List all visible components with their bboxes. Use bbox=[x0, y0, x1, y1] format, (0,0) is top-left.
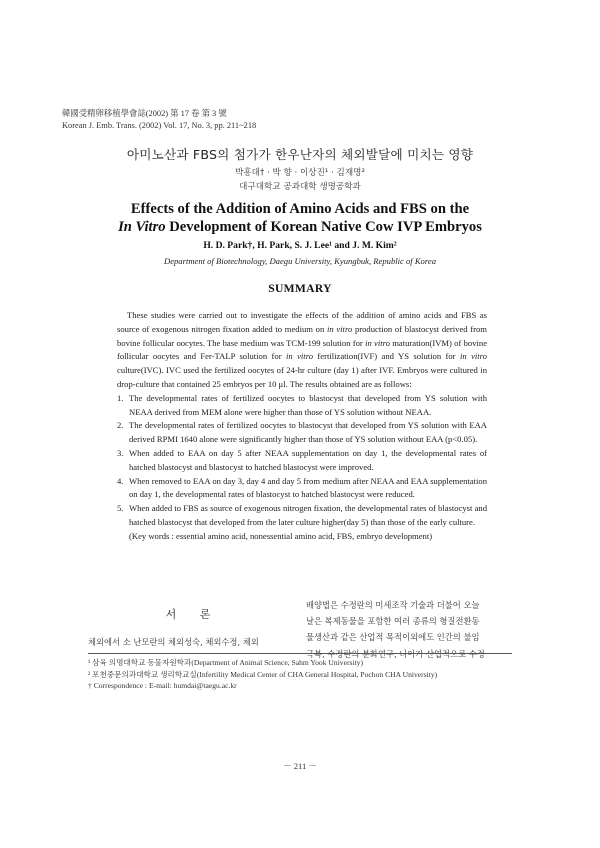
footnote-divider bbox=[88, 653, 512, 654]
summary-italic: in vitro bbox=[459, 351, 487, 362]
intro-text-line: 극복, 수정란의 분화연구, 나아가 산업적으로 수정 bbox=[306, 648, 485, 659]
korean-affiliation: 대구대학교 공과대학 생명공학과 bbox=[239, 182, 361, 192]
keywords: (Key words : essential amino acid, nonessential amino acid, FBS, embryo development) bbox=[129, 530, 433, 541]
summary-body bbox=[117, 309, 487, 544]
result-number: 4. bbox=[117, 475, 124, 486]
journal-header bbox=[62, 108, 256, 131]
result-number: 1. bbox=[117, 392, 124, 403]
journal-line-korean: 韓國受精卵移植學會誌(2002) 第 17 卷 第 3 號 bbox=[62, 109, 227, 118]
summary-heading: SUMMARY bbox=[268, 282, 332, 295]
summary-italic: in vitro bbox=[326, 323, 353, 334]
korean-title: 아미노산과 FBS의 첨가가 한우난자의 체외발달에 미치는 영향 bbox=[126, 147, 474, 162]
result-item bbox=[117, 419, 487, 447]
english-authors: H. D. Park†, H. Park, S. J. Lee¹ and J. M. Kim² bbox=[203, 240, 397, 251]
footnote: ¹ 삼육 의명대학교 동물자원학과(Department of Animal Science, Sahm Yook University) bbox=[88, 658, 364, 667]
journal-line-english: Korean J. Emb. Trans. (2002) Vol. 17, No. 3, pp. 211~218 bbox=[62, 120, 257, 130]
result-text: When added to EAA on day 5 after NEAA supplementation on day 1, the developmental rates of hatched blastocyst and blastocyst to hatched blastocyst were improved. bbox=[129, 447, 487, 472]
result-text: When added to FBS as source of exogenous nitrogen fixation, the developmental rates of blastocyst and hatched blastocyst that developed from the later culture higher(day 5) than those of the early culture. bbox=[129, 503, 487, 527]
intro-text-line: 체외에서 소 난모란의 체외성숙, 체외수정, 체외 bbox=[88, 637, 259, 647]
english-affiliation: Department of Biotechnology, Daegu University, Kyungbuk, Republic of Korea bbox=[163, 256, 436, 266]
english-title-rest: Development of Korean Native Cow IVP Embryos bbox=[165, 218, 482, 235]
section-heading-introduction: 서 론 bbox=[165, 608, 221, 621]
summary-text: fertilization(IVF) and YS solution for bbox=[313, 351, 460, 362]
intro-text-line: 날은 복제동물을 포함한 여러 종류의 형질전환동 bbox=[306, 616, 480, 627]
intro-text-line: 물생산과 같은 산업적 목적이외에도 인간의 불임 bbox=[306, 632, 480, 643]
english-title-italic: In Vitro bbox=[118, 218, 166, 235]
footnotes bbox=[88, 657, 437, 692]
footnote-correspondence: † Correspondence : E-mail: humdai@taegu.ac.kr bbox=[88, 681, 237, 691]
result-number: 2. bbox=[117, 420, 124, 431]
summary-italic: in vitro bbox=[365, 337, 390, 348]
summary-italic: in vitro bbox=[286, 351, 314, 362]
result-text: The developmental rates of fertilized oocytes to blastocyst that developed from YS solution with NEAA derived from MEM alone were higher than those of YS solution without NEAA. bbox=[129, 392, 487, 417]
result-number: 5. bbox=[117, 503, 124, 514]
result-text: The developmental rates of fertilized oocytes to blastocyst that developed from YS solution with EAA derived RPMI 1640 alone were significantly higher than those of YS solution without EAA (p<0.05). bbox=[129, 420, 487, 445]
footnote: ² 포천중문의과대학교 생리학교실(Infertility Medical Center of CHA General Hospital, Pochon CHA University) bbox=[88, 669, 438, 679]
summary-paragraph bbox=[117, 309, 487, 392]
intro-text-line: 배양법은 수정란의 미세조작 기술과 더불어 오늘 bbox=[306, 600, 480, 610]
result-number: 3. bbox=[117, 447, 124, 458]
summary-text: production of blastocyst derived from bovine follicular oocytes. The base medium was TCM-199 solution for bbox=[117, 323, 487, 348]
summary-text: These studies were carried out to investigate the effects of the addition of amino acids and FBS as source of exogenous nitrogen fixation added to medium on bbox=[117, 310, 487, 334]
left-column bbox=[88, 606, 298, 648]
korean-authors: 박흥대† · 박 향 · 이상진¹ · 김재명² bbox=[235, 168, 365, 178]
result-text: When removed to EAA on day 3, day 4 and day 5 from medium after NEAA and EAA supplementation on day 1, the developmental rates of blastocyst to hatched blastocyst were reduced. bbox=[129, 475, 487, 500]
result-item bbox=[117, 392, 487, 420]
english-title-line-1: Effects of the Addition of Amino Acids and FBS on the bbox=[130, 201, 470, 217]
summary-text: culture(IVC). IVC used the fertilized oocytes of 24-hr culture (day 1) after IVF. Embryos were cultured in drop-culture that contained 25 embryos per 10 μl. The results obtained are as follows: bbox=[117, 365, 487, 389]
result-item bbox=[117, 447, 487, 475]
result-item bbox=[117, 502, 487, 530]
english-title-line-2 bbox=[0, 219, 600, 237]
english-title bbox=[0, 201, 600, 236]
page-number: － 211 － bbox=[282, 761, 318, 771]
results-list bbox=[117, 392, 487, 530]
summary-text: maturation(IVM) of bovine follicular oocytes and Fer-TALP solution for bbox=[117, 337, 488, 362]
result-item bbox=[117, 475, 487, 503]
